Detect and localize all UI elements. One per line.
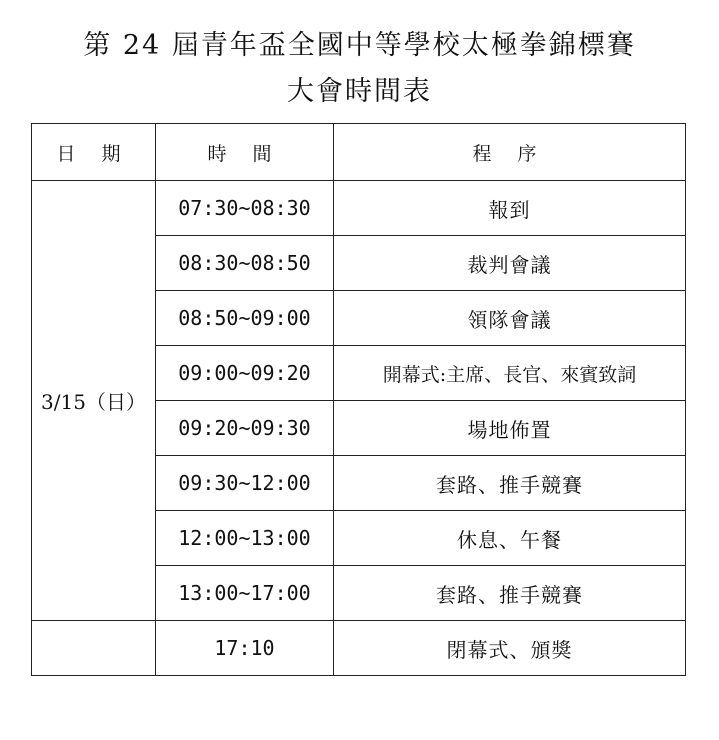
time-cell: 17:10 — [156, 621, 334, 676]
time-cell: 07:30~08:30 — [156, 181, 334, 236]
document-title: 第 24 屆青年盃全國中等學校太極拳錦標賽 — [83, 30, 636, 61]
program-cell: 開幕式:主席、長官、來賓致詞 — [334, 346, 686, 401]
schedule-table — [31, 123, 686, 676]
time-cell: 09:30~12:00 — [156, 456, 334, 511]
time-cell: 08:50~09:00 — [156, 291, 334, 346]
title-block — [0, 26, 719, 112]
program-cell: 休息、午餐 — [334, 511, 686, 566]
header-row — [32, 124, 686, 181]
time-cell: 13:00~17:00 — [156, 566, 334, 621]
program-cell: 報到 — [334, 181, 686, 236]
header-date: 日 期 — [32, 124, 156, 181]
program-cell: 套路、推手競賽 — [334, 566, 686, 621]
time-cell: 12:00~13:00 — [156, 511, 334, 566]
program-cell: 領隊會議 — [334, 291, 686, 346]
table-row — [32, 621, 686, 676]
header-time: 時 間 — [156, 124, 334, 181]
header-program: 程 序 — [334, 124, 686, 181]
document-subtitle: 大會時間表 — [287, 76, 432, 107]
time-cell: 09:20~09:30 — [156, 401, 334, 456]
table-row — [32, 181, 686, 236]
program-cell: 閉幕式、頒獎 — [334, 621, 686, 676]
date-cell: 3/15（日） — [32, 181, 156, 621]
time-cell: 08:30~08:50 — [156, 236, 334, 291]
program-cell: 套路、推手競賽 — [334, 456, 686, 511]
program-cell: 裁判會議 — [334, 236, 686, 291]
time-cell: 09:00~09:20 — [156, 346, 334, 401]
program-cell: 場地佈置 — [334, 401, 686, 456]
date-cell-empty — [32, 621, 156, 676]
